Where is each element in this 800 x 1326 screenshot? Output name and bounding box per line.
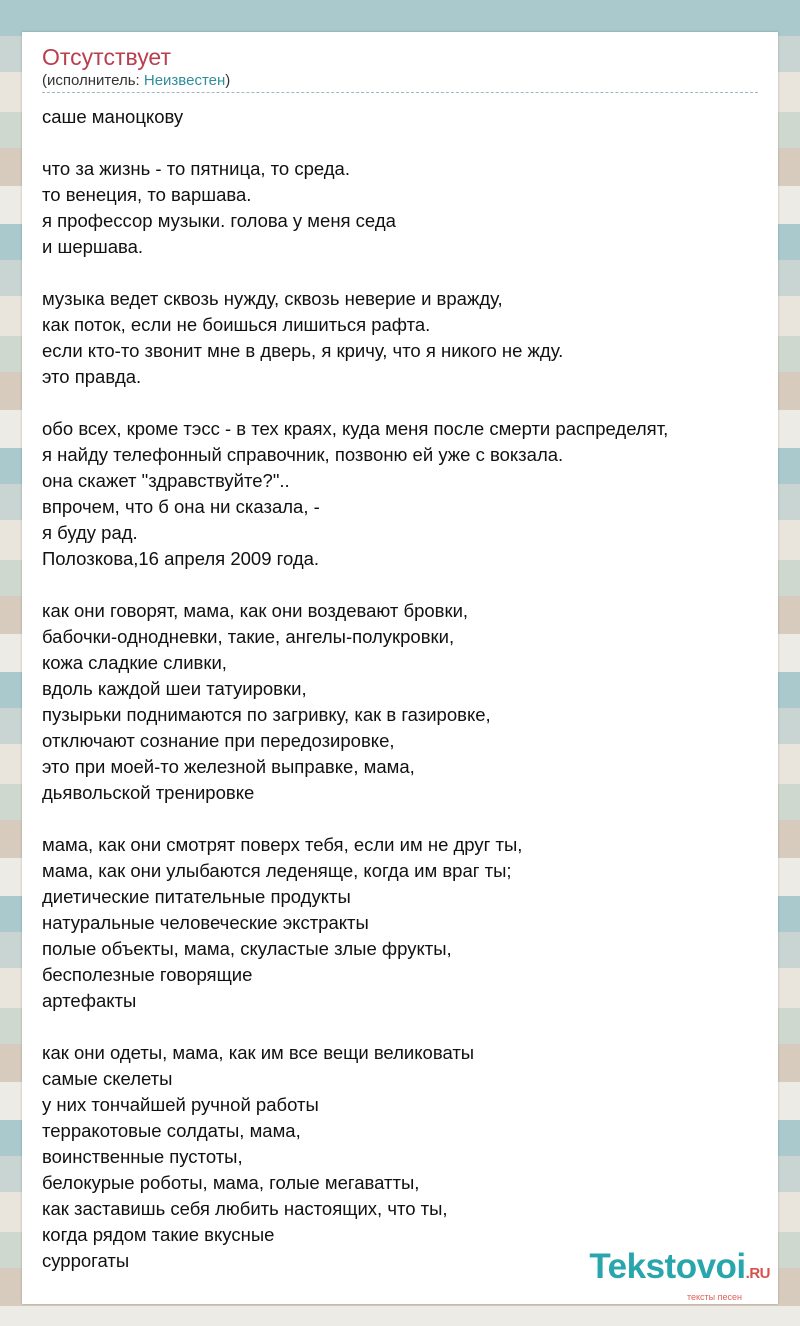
lyric-line: она скажет "здравствуйте?".. (42, 470, 290, 491)
lyric-line: дьявольской тренировке (42, 782, 255, 803)
lyric-line (42, 572, 762, 598)
logo-name: Tekstovoi (589, 1247, 746, 1286)
lyric-line: как они говорят, мама, как они воздевают бровки, (42, 600, 469, 621)
logo-tld: .RU (745, 1265, 770, 1282)
lyric-line (42, 1014, 762, 1040)
lyric-line: бесполезные говорящие (42, 964, 253, 985)
lyric-line: терракотовые солдаты, мама, (42, 1120, 301, 1141)
lyric-line: диетические питательные продукты (42, 886, 351, 907)
lyric-line: обо всех, кроме тэсс - в тех краях, куда меня после смерти распределят, (42, 418, 669, 439)
artist-suffix: ) (225, 72, 231, 89)
lyric-line: это правда. (42, 366, 142, 387)
lyric-line: саше маноцкову (42, 106, 184, 127)
lyric-line: бабочки-однодневки, такие, ангелы-полукровки, (42, 626, 455, 647)
lyric-line: вдоль каждой шеи татуировки, (42, 678, 307, 699)
lyric-line: как поток, если не боишься лишиться рафта. (42, 314, 431, 335)
song-title: Отсутствует (42, 44, 171, 70)
lyric-line: пузырьки поднимаются по загривку, как в газировке, (42, 704, 491, 725)
divider (42, 92, 758, 93)
lyric-line: это при моей-то железной выправке, мама, (42, 756, 415, 777)
lyric-line: и шершава. (42, 236, 144, 257)
lyric-line: если кто-то звонит мне в дверь, я кричу, что я никого не жду. (42, 340, 564, 361)
site-logo[interactable] (589, 1249, 770, 1302)
lyric-line (42, 130, 762, 156)
lyric-line: как они одеты, мама, как им все вещи великоваты (42, 1042, 475, 1063)
lyric-line: у них тончайшей ручной работы (42, 1094, 319, 1115)
lyric-line: музыка ведет сквозь нужду, сквозь неверие и вражду, (42, 288, 503, 309)
lyric-line: мама, как они улыбаются леденяще, когда им враг ты; (42, 860, 512, 881)
lyric-line: то венеция, то варшава. (42, 184, 252, 205)
lyric-line: когда рядом такие вкусные (42, 1224, 275, 1245)
lyrics-card (22, 32, 778, 1304)
lyric-line: я буду рад. (42, 522, 138, 543)
lyric-line (42, 260, 762, 286)
artist-line (42, 72, 230, 89)
lyric-line: я найду телефонный справочник, позвоню ей уже с вокзала. (42, 444, 564, 465)
lyric-line: самые скелеты (42, 1068, 173, 1089)
lyric-line: кожа сладкие сливки, (42, 652, 227, 673)
lyrics-text (42, 104, 762, 1274)
lyric-line (42, 806, 762, 832)
lyric-line: артефакты (42, 990, 137, 1011)
artist-prefix: (исполнитель: (42, 72, 144, 89)
lyric-line: полые объекты, мама, скуластые злые фрукты, (42, 938, 452, 959)
lyric-line: отключают сознание при передозировке, (42, 730, 395, 751)
lyric-line (42, 390, 762, 416)
lyric-line: суррогаты (42, 1250, 130, 1271)
lyric-line: воинственные пустоты, (42, 1146, 243, 1167)
lyric-line: как заставишь себя любить настоящих, что ты, (42, 1198, 448, 1219)
lyric-line: белокурые роботы, мама, голые мегаватты, (42, 1172, 420, 1193)
logo-subtitle: тексты песен (686, 1292, 742, 1302)
lyric-line: я профессор музыки. голова у меня седа (42, 210, 396, 231)
lyric-line: Полозкова,16 апреля 2009 года. (42, 548, 320, 569)
lyric-line: что за жизнь - то пятница, то среда. (42, 158, 350, 179)
lyric-line: натуральные человеческие экстракты (42, 912, 369, 933)
artist-link[interactable]: Неизвестен (143, 72, 226, 89)
lyric-line: мама, как они смотрят поверх тебя, если им не друг ты, (42, 834, 523, 855)
lyric-line: впрочем, что б она ни сказала, - (42, 496, 320, 517)
